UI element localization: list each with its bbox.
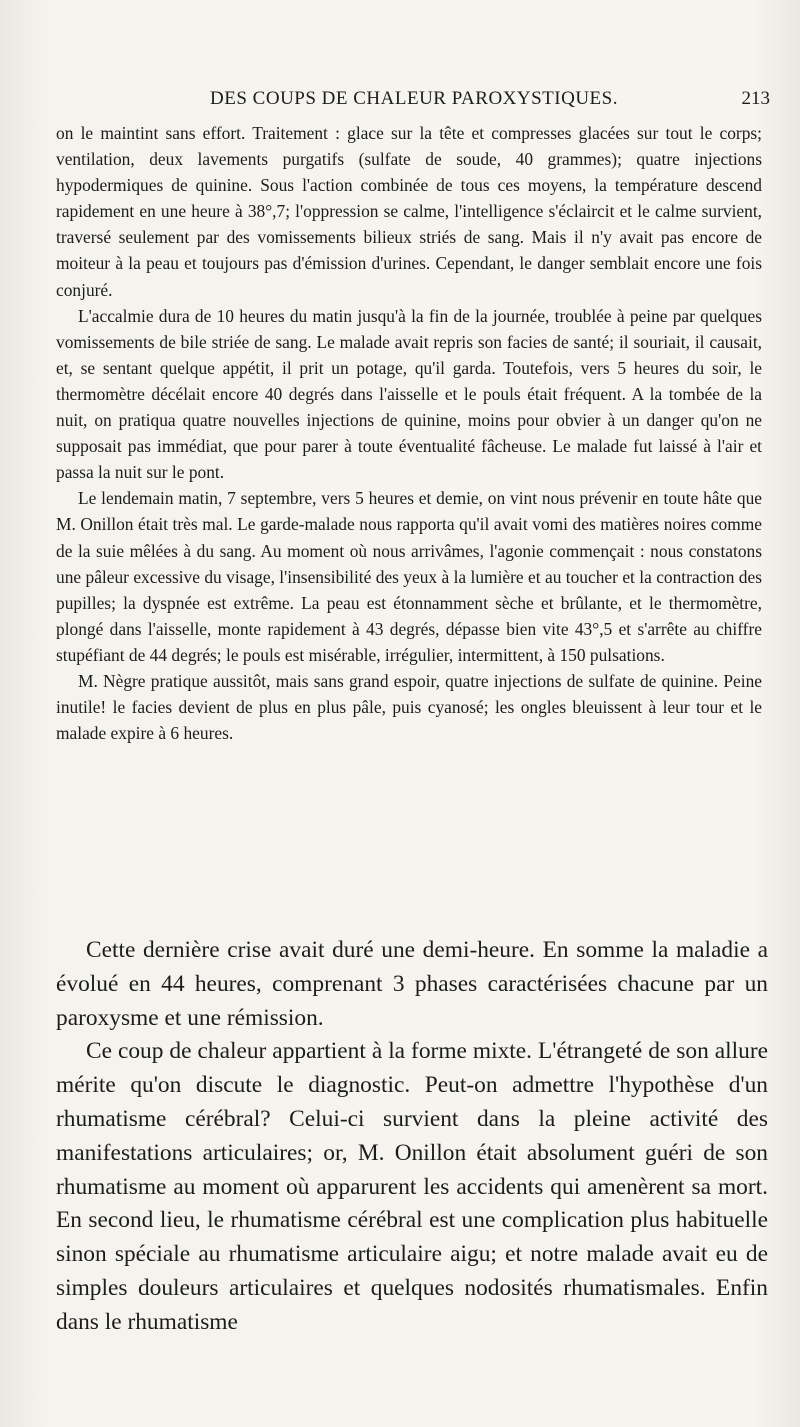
paragraph: L'accalmie dura de 10 heures du matin jusqu'à la fin de la journée, troublée à peine par quelques vomissements de bile striée de sang. Le malade avait repris son facies de santé; il souriait, il causait, et, se sentant quelque appétit, il prit un potage, qu'il garda. Toutefois, vers 5 heures du soir, le thermomètre décélait encore 40 degrés dans l'aisselle et le pouls était fréquent. A la tombée de la nuit, on pratiqua quatre nouvelles injections de quinine, moins pour obvier à un danger qu'on ne supposait pas immédiat, que pour parer à toute éventualité fâcheuse. Le malade fut laissé à l'air et passa la nuit sur le pont. <box>56 305 762 483</box>
paragraph: on le maintint sans effort. Traitement : glace sur la tête et compresses glacées sur tout le corps; ventilation, deux lavements purgatifs (sulfate de soude, 40 grammes); quatre injections hypodermiques de quinine. Sous l'action combinée de tous ces moyens, la température descend rapidement en une heure à 38°,7; l'oppression se calme, l'intelligence s'éclaircit et le calme survient, traversé seulement par des vomissements bilieux striés de sang. Mais il n'y avait pas encore de moiteur à la peau et toujours pas d'émission d'urines. Cependant, le danger semblait encore une fois conjuré. <box>56 123 762 300</box>
running-title: DES COUPS DE CHALEUR PAROXYSTIQUES. <box>210 88 618 109</box>
small-print-section <box>56 120 762 746</box>
paragraph: Cette dernière crise avait duré une demi-heure. En somme la maladie a évolué en 44 heures, comprenant 3 phases caractérisées chacune par un paroxysme et une rémission. <box>56 937 768 1031</box>
page-header <box>58 86 770 116</box>
paragraph: Ce coup de chaleur appartient à la forme mixte. L'étrangeté de son allure mérite qu'on discute le diagnostic. Peut-on admettre l'hypothèse d'un rhumatisme cérébral? Celui-ci survient dans la pleine activité des manifestations articulaires; or, M. Onillon était absolument guéri de son rhumatisme au moment où apparurent les accidents qui amenèrent sa mort. En second lieu, le rhumatisme cérébral est une complication plus habituelle sinon spéciale au rhumatisme articulaire aigu; et notre malade avait eu de simples douleurs articulaires et quelques nodosités rhumatismales. Enfin dans le rhumatisme <box>56 1038 768 1335</box>
large-print-section <box>56 934 768 1340</box>
page-number: 213 <box>741 88 770 109</box>
paragraph: Le lendemain matin, 7 septembre, vers 5 heures et demie, on vint nous prévenir en toute hâte que M. Onillon était très mal. Le garde-malade nous rapporta qu'il avait vomi des matières noires comme de la suie mêlées à du sang. Au moment où nous arrivâmes, l'agonie commençait : nous constatons une pâleur excessive du visage, l'insensibilité des yeux à la lumière et au toucher et la contraction des pupilles; la dyspnée est extrême. La peau est étonnamment sèche et brûlante, et le thermomètre, plongé dans l'aisselle, monte rapidement à 43 degrés, dépasse bien vite 43°,5 et s'arrête au chiffre stupéfiant de 44 degrés; le pouls est misérable, irrégulier, intermittent, à 150 pulsations. <box>56 488 762 665</box>
paragraph: M. Nègre pratique aussitôt, mais sans grand espoir, quatre injections de sulfate de quinine. Peine inutile! le facies devient de plus en plus pâle, puis cyanosé; les ongles bleuissent à leur tour et le malade expire à 6 heures. <box>56 670 762 744</box>
